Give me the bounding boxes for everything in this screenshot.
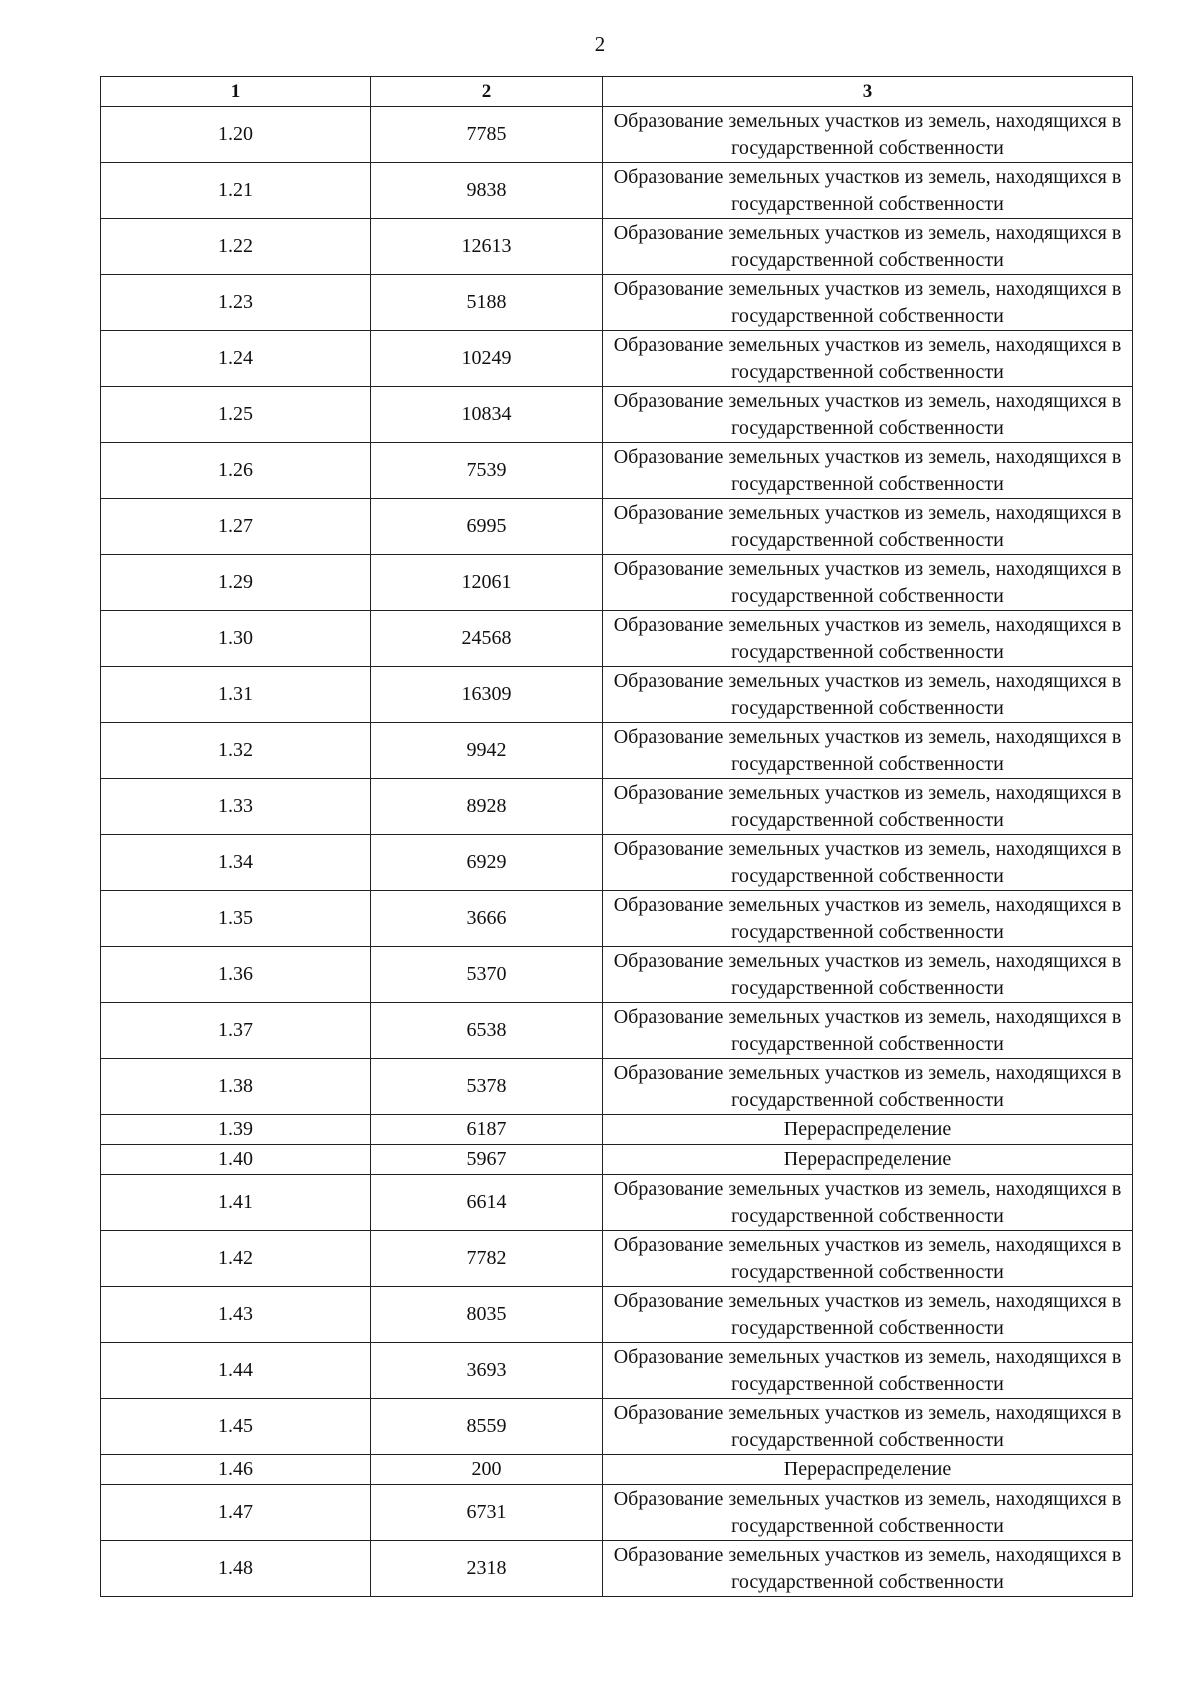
page-number: 2 xyxy=(594,32,606,56)
area-cell: 8928 xyxy=(371,779,603,835)
table-row xyxy=(101,611,1133,667)
description-cell: Образование земельных участков из земель, находящихся в государственной собственности xyxy=(603,331,1133,387)
row-number-cell: 1.45 xyxy=(101,1399,371,1455)
row-number-cell: 1.26 xyxy=(101,443,371,499)
description-cell: Образование земельных участков из земель, находящихся в государственной собственности xyxy=(603,1343,1133,1399)
table-row xyxy=(101,275,1133,331)
row-number-cell: 1.40 xyxy=(101,1145,371,1175)
table-row xyxy=(101,555,1133,611)
row-number-cell: 1.20 xyxy=(101,107,371,163)
table-row xyxy=(101,107,1133,163)
table-body xyxy=(101,107,1133,1597)
area-cell: 7539 xyxy=(371,443,603,499)
description-cell: Перераспределение xyxy=(603,1145,1133,1175)
table-row xyxy=(101,891,1133,947)
row-number-cell: 1.30 xyxy=(101,611,371,667)
table-row xyxy=(101,1343,1133,1399)
table-header-row xyxy=(101,77,1133,107)
table-row xyxy=(101,667,1133,723)
area-cell: 5967 xyxy=(371,1145,603,1175)
row-number-cell: 1.43 xyxy=(101,1287,371,1343)
area-cell: 6187 xyxy=(371,1115,603,1145)
row-number-cell: 1.25 xyxy=(101,387,371,443)
area-cell: 5188 xyxy=(371,275,603,331)
row-number-cell: 1.27 xyxy=(101,499,371,555)
area-cell: 12061 xyxy=(371,555,603,611)
column-header-3: 3 xyxy=(603,77,1133,107)
table-row xyxy=(101,219,1133,275)
area-cell: 6995 xyxy=(371,499,603,555)
area-cell: 7782 xyxy=(371,1231,603,1287)
area-cell: 8035 xyxy=(371,1287,603,1343)
table-row xyxy=(101,1455,1133,1485)
description-cell: Образование земельных участков из земель, находящихся в государственной собственности xyxy=(603,107,1133,163)
table-row xyxy=(101,443,1133,499)
description-cell: Перераспределение xyxy=(603,1115,1133,1145)
area-cell: 8559 xyxy=(371,1399,603,1455)
area-cell: 9942 xyxy=(371,723,603,779)
row-number-cell: 1.21 xyxy=(101,163,371,219)
description-cell: Образование земельных участков из земель, находящихся в государственной собственности xyxy=(603,1485,1133,1541)
row-number-cell: 1.39 xyxy=(101,1115,371,1145)
description-cell: Образование земельных участков из земель, находящихся в государственной собственности xyxy=(603,275,1133,331)
description-cell: Образование земельных участков из земель, находящихся в государственной собственности xyxy=(603,1231,1133,1287)
row-number-cell: 1.41 xyxy=(101,1175,371,1231)
row-number-cell: 1.42 xyxy=(101,1231,371,1287)
description-cell: Образование земельных участков из земель, находящихся в государственной собственности xyxy=(603,611,1133,667)
description-cell: Образование земельных участков из земель, находящихся в государственной собственности xyxy=(603,443,1133,499)
description-cell: Образование земельных участков из земель, находящихся в государственной собственности xyxy=(603,1541,1133,1597)
description-cell: Образование земельных участков из земель, находящихся в государственной собственности xyxy=(603,163,1133,219)
table-row xyxy=(101,723,1133,779)
area-cell: 7785 xyxy=(371,107,603,163)
description-cell: Образование земельных участков из земель, находящихся в государственной собственности xyxy=(603,835,1133,891)
area-cell: 6731 xyxy=(371,1485,603,1541)
row-number-cell: 1.34 xyxy=(101,835,371,891)
table-row xyxy=(101,947,1133,1003)
table-row xyxy=(101,499,1133,555)
description-cell: Образование земельных участков из земель, находящихся в государственной собственности xyxy=(603,1059,1133,1115)
row-number-cell: 1.33 xyxy=(101,779,371,835)
description-cell: Образование земельных участков из земель, находящихся в государственной собственности xyxy=(603,779,1133,835)
area-cell: 9838 xyxy=(371,163,603,219)
row-number-cell: 1.24 xyxy=(101,331,371,387)
description-cell: Перераспределение xyxy=(603,1455,1133,1485)
row-number-cell: 1.37 xyxy=(101,1003,371,1059)
description-cell: Образование земельных участков из земель, находящихся в государственной собственности xyxy=(603,499,1133,555)
area-cell: 10249 xyxy=(371,331,603,387)
row-number-cell: 1.31 xyxy=(101,667,371,723)
table-row xyxy=(101,1003,1133,1059)
table-row xyxy=(101,1287,1133,1343)
column-header-1: 1 xyxy=(101,77,371,107)
description-cell: Образование земельных участков из земель, находящихся в государственной собственности xyxy=(603,667,1133,723)
description-cell: Образование земельных участков из земель, находящихся в государственной собственности xyxy=(603,219,1133,275)
table-row xyxy=(101,1231,1133,1287)
description-cell: Образование земельных участков из земель, находящихся в государственной собственности xyxy=(603,1175,1133,1231)
description-cell: Образование земельных участков из земель, находящихся в государственной собственности xyxy=(603,387,1133,443)
table-row xyxy=(101,331,1133,387)
area-cell: 5370 xyxy=(371,947,603,1003)
area-cell: 2318 xyxy=(371,1541,603,1597)
row-number-cell: 1.36 xyxy=(101,947,371,1003)
area-cell: 3693 xyxy=(371,1343,603,1399)
area-cell: 12613 xyxy=(371,219,603,275)
area-cell: 200 xyxy=(371,1455,603,1485)
description-cell: Образование земельных участков из земель, находящихся в государственной собственности xyxy=(603,1399,1133,1455)
table-row xyxy=(101,163,1133,219)
table-row xyxy=(101,835,1133,891)
description-cell: Образование земельных участков из земель, находящихся в государственной собственности xyxy=(603,891,1133,947)
row-number-cell: 1.48 xyxy=(101,1541,371,1597)
table-row xyxy=(101,1145,1133,1175)
description-cell: Образование земельных участков из земель, находящихся в государственной собственности xyxy=(603,947,1133,1003)
table-row xyxy=(101,1175,1133,1231)
row-number-cell: 1.38 xyxy=(101,1059,371,1115)
area-cell: 10834 xyxy=(371,387,603,443)
area-cell: 16309 xyxy=(371,667,603,723)
table-row xyxy=(101,1541,1133,1597)
table-row xyxy=(101,1115,1133,1145)
table-row xyxy=(101,779,1133,835)
land-plots-table xyxy=(100,76,1133,1597)
area-cell: 6614 xyxy=(371,1175,603,1231)
row-number-cell: 1.44 xyxy=(101,1343,371,1399)
row-number-cell: 1.22 xyxy=(101,219,371,275)
description-cell: Образование земельных участков из земель, находящихся в государственной собственности xyxy=(603,723,1133,779)
row-number-cell: 1.23 xyxy=(101,275,371,331)
description-cell: Образование земельных участков из земель, находящихся в государственной собственности xyxy=(603,555,1133,611)
description-cell: Образование земельных участков из земель, находящихся в государственной собственности xyxy=(603,1003,1133,1059)
description-cell: Образование земельных участков из земель, находящихся в государственной собственности xyxy=(603,1287,1133,1343)
row-number-cell: 1.35 xyxy=(101,891,371,947)
table-row xyxy=(101,1399,1133,1455)
area-cell: 24568 xyxy=(371,611,603,667)
area-cell: 5378 xyxy=(371,1059,603,1115)
column-header-2: 2 xyxy=(371,77,603,107)
row-number-cell: 1.32 xyxy=(101,723,371,779)
table-row xyxy=(101,1485,1133,1541)
area-cell: 3666 xyxy=(371,891,603,947)
row-number-cell: 1.47 xyxy=(101,1485,371,1541)
area-cell: 6929 xyxy=(371,835,603,891)
table-row xyxy=(101,387,1133,443)
area-cell: 6538 xyxy=(371,1003,603,1059)
table-row xyxy=(101,1059,1133,1115)
row-number-cell: 1.29 xyxy=(101,555,371,611)
row-number-cell: 1.46 xyxy=(101,1455,371,1485)
